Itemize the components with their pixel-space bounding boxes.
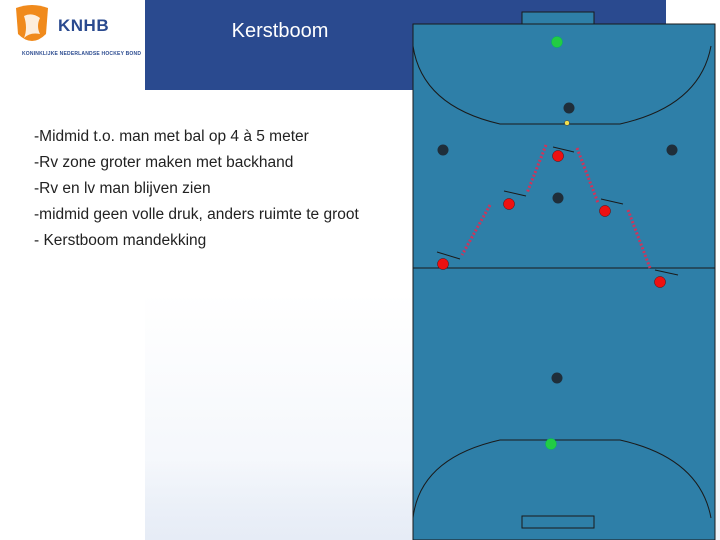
- attacker: [553, 193, 564, 204]
- goal-top: [522, 12, 594, 24]
- keeper-bottom: [546, 439, 557, 450]
- bullet-item: -Midmid t.o. man met bal op 4 à 5 meter: [34, 128, 309, 145]
- keeper-top: [552, 37, 563, 48]
- defender: [600, 206, 611, 217]
- ball: [565, 121, 570, 126]
- attacker: [438, 145, 449, 156]
- goal-bottom: [522, 516, 594, 528]
- defender: [655, 277, 666, 288]
- field-surface: [413, 24, 715, 540]
- defender: [504, 199, 515, 210]
- logo-wordmark: KNHB: [58, 16, 110, 35]
- defender: [553, 151, 564, 162]
- bullet-item: - Kerstboom mandekking: [34, 232, 207, 249]
- attacker: [552, 373, 563, 384]
- attacker: [564, 103, 575, 114]
- slide-title: Kerstboom: [231, 20, 329, 42]
- attacker: [667, 145, 678, 156]
- logo-tagline: KONINKLIJKE NEDERLANDSE HOCKEY BOND: [22, 51, 142, 57]
- defender: [438, 259, 449, 270]
- bullet-item: -Rv zone groter maken met backhand: [34, 154, 294, 171]
- bullet-item: -midmid geen volle druk, anders ruimte te groot: [34, 206, 359, 223]
- bullet-item: -Rv en lv man blijven zien: [34, 180, 211, 197]
